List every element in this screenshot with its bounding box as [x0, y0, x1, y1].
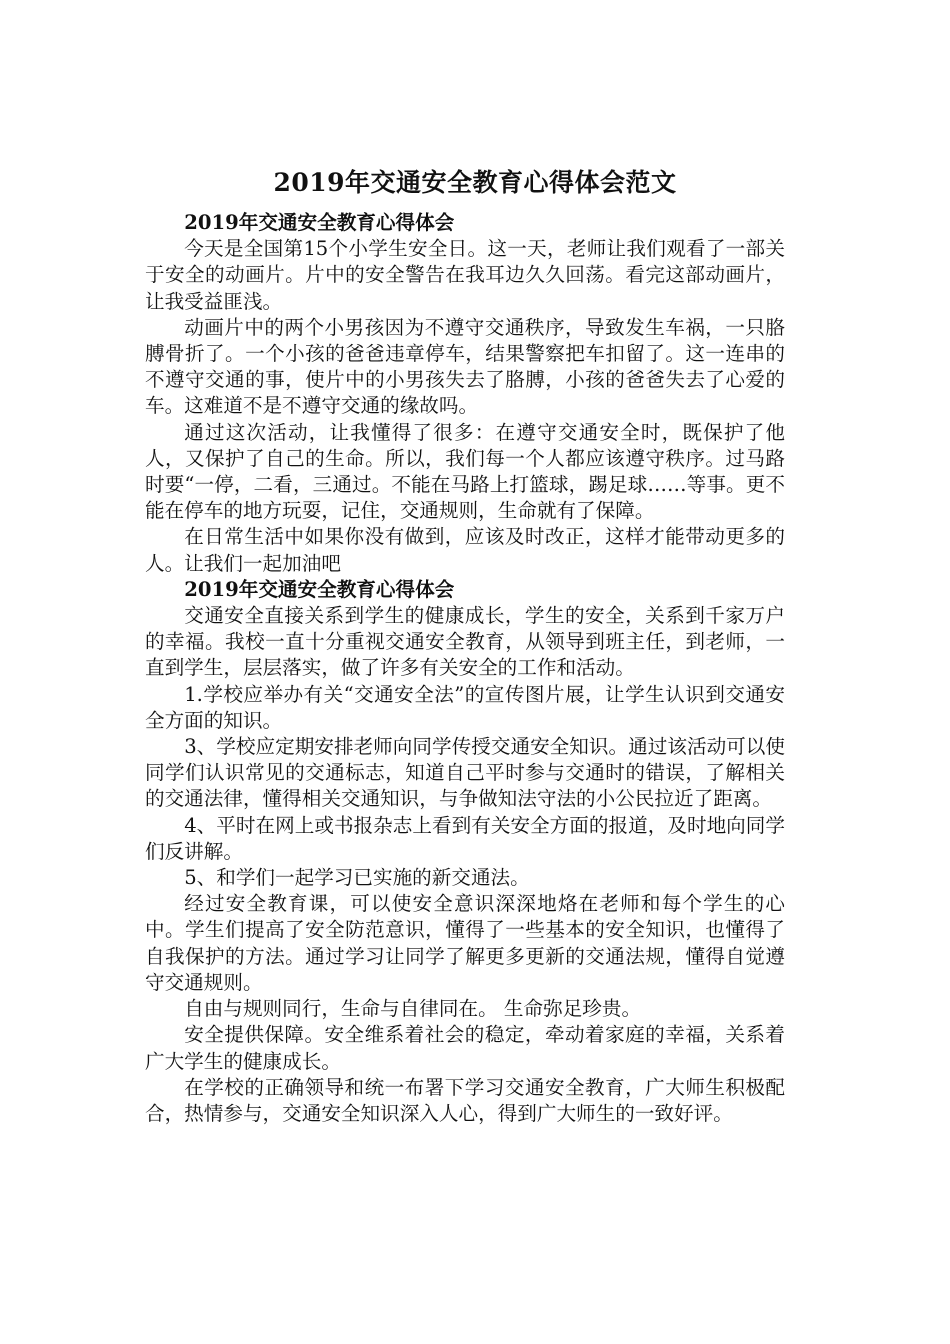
section-heading: 2019年交通安全教育心得体会 [184, 211, 455, 234]
paragraph: 今天是全国第15个小学生安全日。这一天，老师让我们观看了一部关于安全的动画片。片中的安全警告在我耳边久久回荡。看完这部动画片，让我受益匪浅。 [145, 237, 785, 313]
paragraph: 4、平时在网上或书报杂志上看到有关安全方面的报道，及时地向同学们反讲解。 [145, 813, 785, 863]
paragraph: 经过安全教育课，可以使安全意识深深地烙在老师和每个学生的心中。学生们提高了安全防范意识，懂得了一些基本的安全知识，也懂得了自我保护的方法。通过学习让同学了解更多更新的交通法规，懂得自觉遵守交通规则。 [145, 892, 785, 994]
paragraph: 在日常生活中如果你没有做到，应该及时改正，这样才能带动更多的人。让我们一起加油吧 [145, 525, 785, 575]
paragraph: 3、学校应定期安排老师向同学传授交通安全知识。通过该活动可以使同学们认识常见的交通标志，知道自己平时参与交通时的错误，了解相关的交通法律，懂得相关交通知识，与争做知法守法的小公民拉近了距离。 [145, 735, 785, 811]
paragraph: 交通安全直接关系到学生的健康成长，学生的安全，关系到千家万户的幸福。我校一直十分重视交通安全教育，从领导到班主任，到老师，一直到学生，层层落实，做了许多有关安全的工作和活动。 [145, 604, 785, 680]
paragraph: 通过这次活动，让我懂得了很多：在遵守交通安全时，既保护了他人，又保护了自己的生命。所以，我们每一个人都应该遵守秩序。过马路时要“一停，二看，三通过。不能在马路上打篮球，踢足球……等事。更不能在停车的地方玩耍，记住，交通规则，生命就有了保障。 [145, 420, 785, 523]
paragraph: 5、和学们一起学习已实施的新交通法。 [184, 866, 530, 890]
paragraph: 动画片中的两个小男孩因为不遵守交通秩序，导致发生车祸，一只胳膊骨折了。一个小孩的爸爸违章停车，结果警察把车扣留了。这一连串的不遵守交通的事，使片中的小男孩失去了胳膊，小孩的爸爸失去了心爱的车。这难道不是不遵守交通的缘故吗。 [145, 315, 785, 418]
paragraph: 1.学校应举办有关“交通安全法”的宣传图片展，让学生认识到交通安全方面的知识。 [145, 682, 785, 732]
section-heading: 2019年交通安全教育心得体会 [184, 577, 455, 601]
document-title: 2019年交通安全教育心得体会范文 [273, 167, 677, 197]
document-body [145, 210, 785, 1127]
paragraph: 自由与规则同行，生命与自律同在。 生命弥足珍贵。 [184, 997, 642, 1021]
paragraph: 安全提供保障。安全维系着社会的稳定，牵动着家庭的幸福，关系着广大学生的健康成长。 [145, 1023, 785, 1073]
paragraph: 在学校的正确领导和统一布署下学习交通安全教育，广大师生积极配合，热情参与，交通安全知识深入人心，得到广大师生的一致好评。 [145, 1075, 785, 1125]
